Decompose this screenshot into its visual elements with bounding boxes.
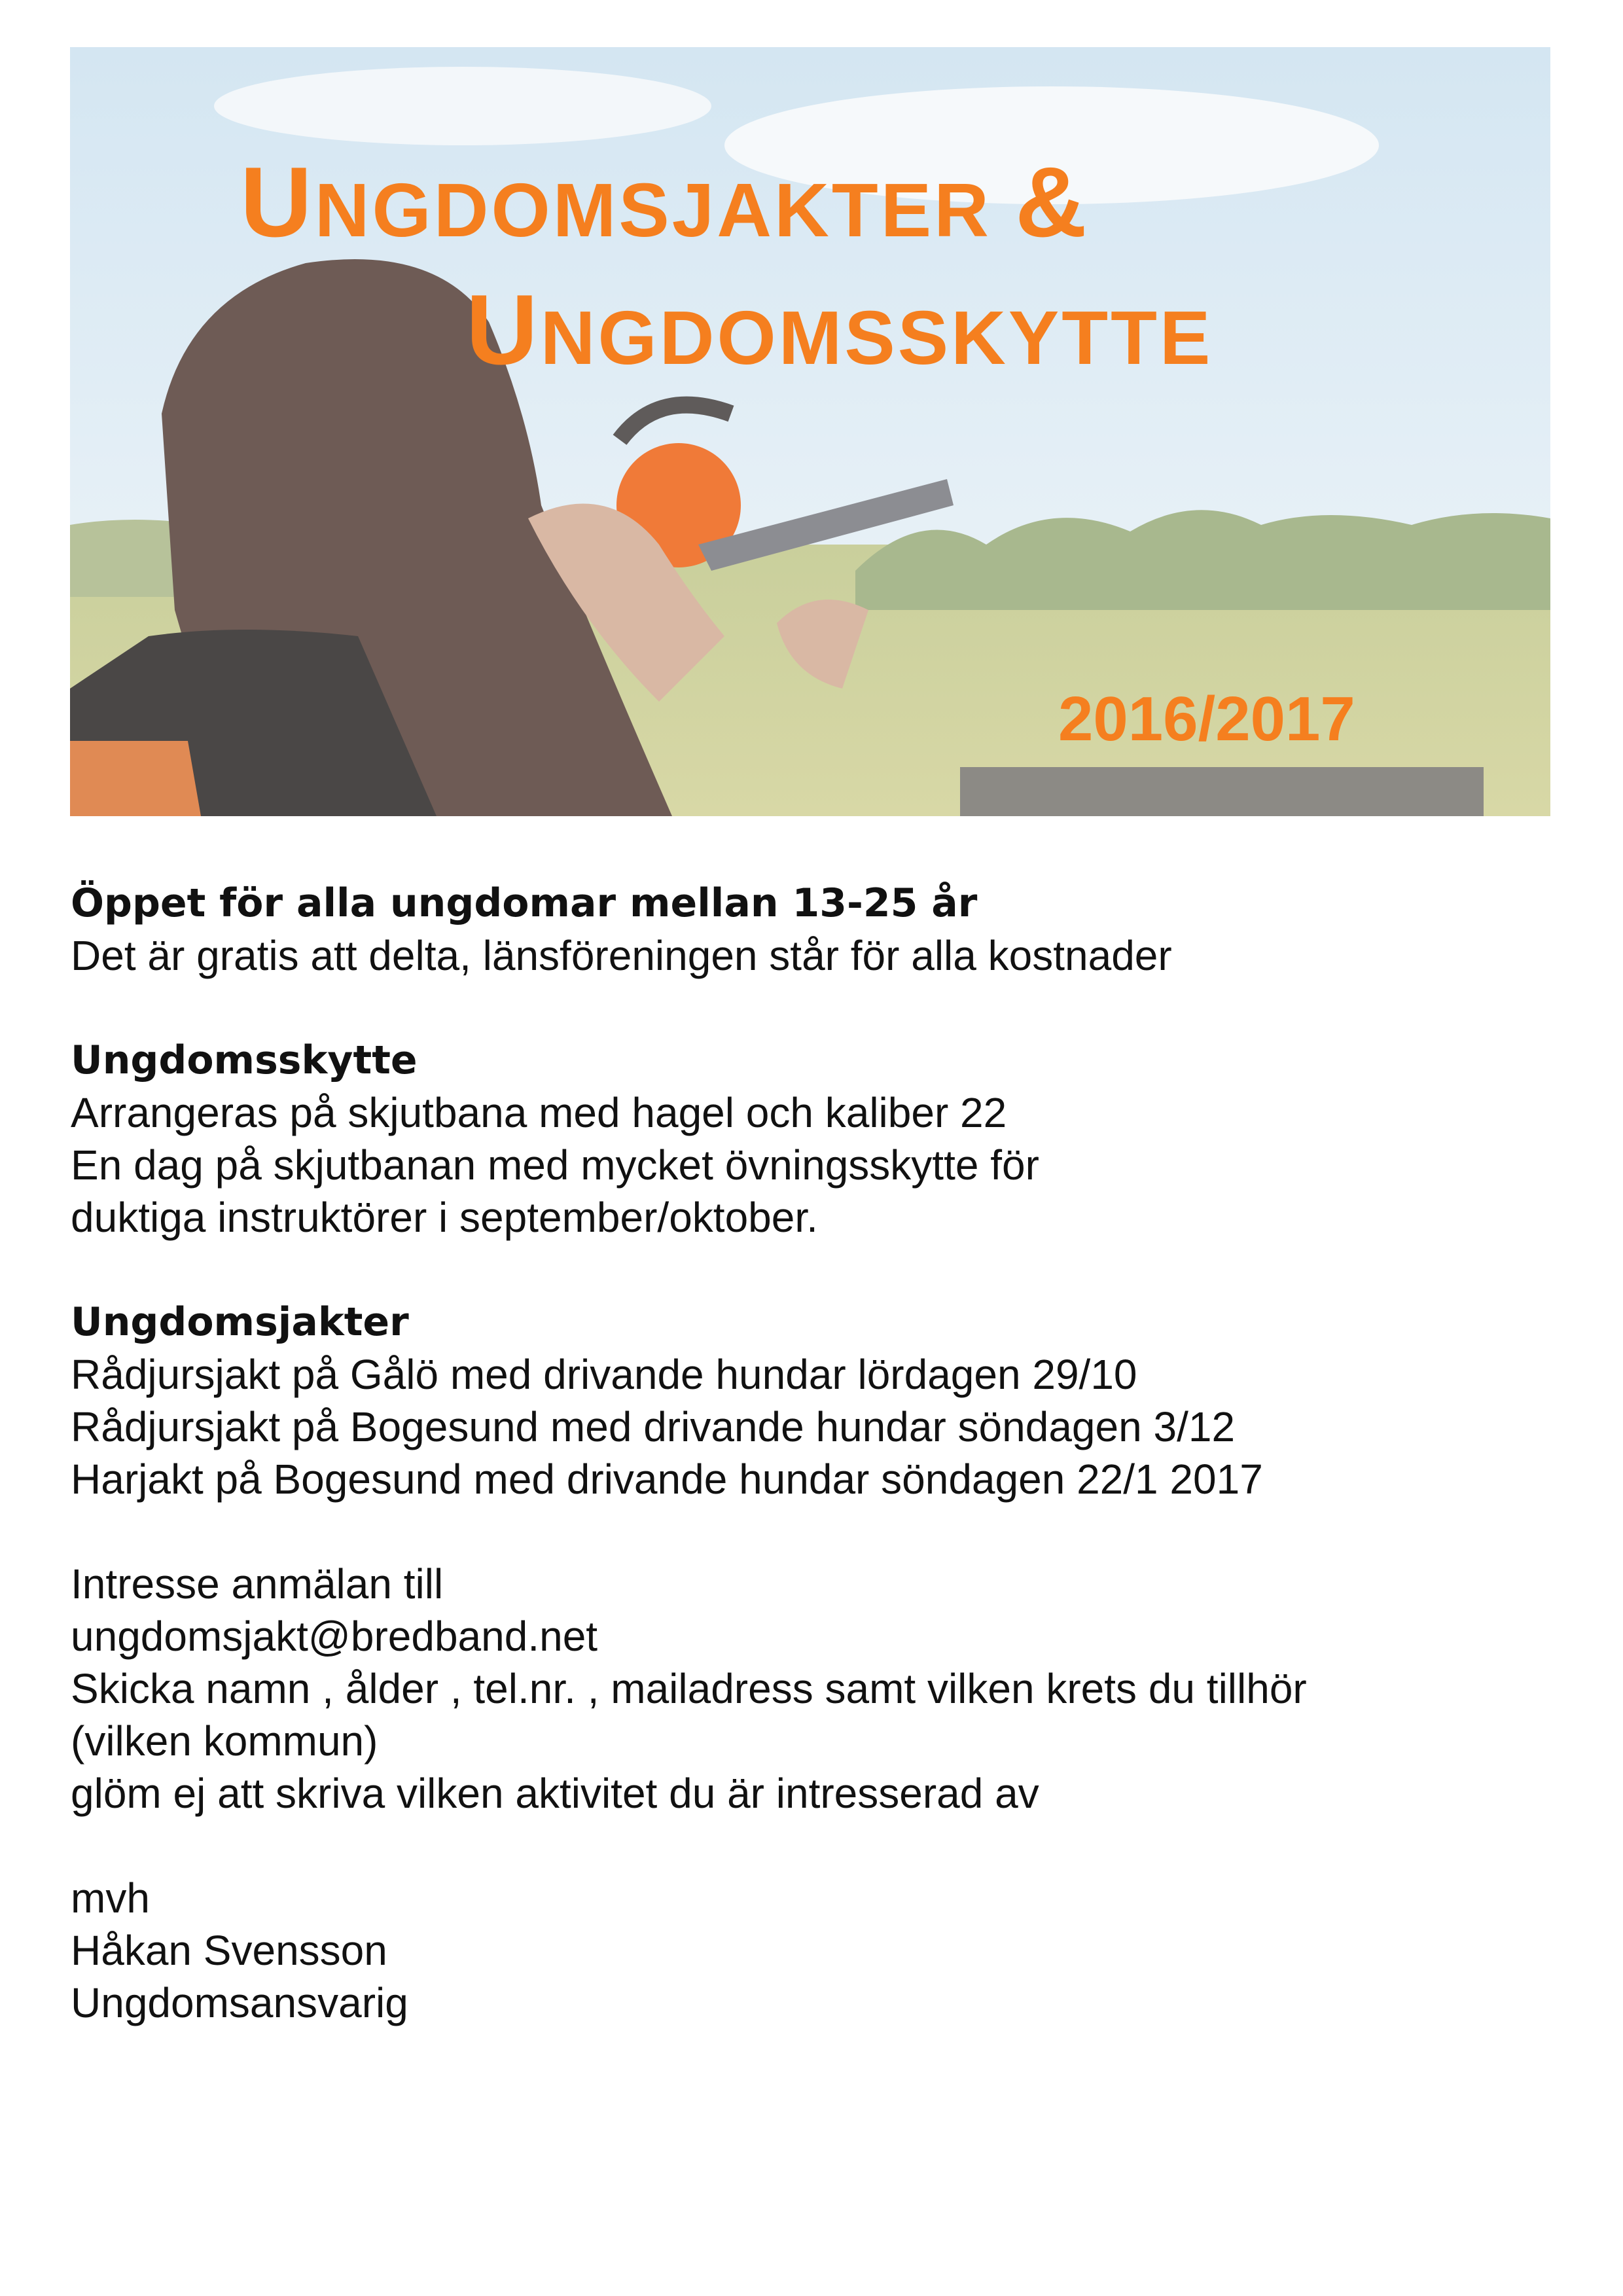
signature-name: Håkan Svensson	[71, 1927, 387, 1974]
hunt-line: Rådjursjakt på Gålö med drivande hundar lördagen 29/10	[71, 1351, 1137, 1398]
shooting-line: duktiga instruktörer i september/oktober.	[71, 1194, 818, 1241]
document-body	[71, 877, 1576, 2029]
intro-text: Det är gratis att delta, länsföreningen står för alla kostnader	[71, 932, 1172, 979]
signature-role: Ungdomsansvarig	[71, 1979, 408, 2026]
shooting-line: En dag på skjutbanan med mycket övningsskytte för	[71, 1141, 1039, 1189]
banner	[70, 47, 1550, 816]
intro-heading: Öppet för alla ungdomar mellan 13-25 år	[71, 880, 978, 926]
signup-line: (vilken kommun)	[71, 1717, 378, 1765]
banner-title-line1: UNGDOMSJAKTER &	[240, 147, 1090, 258]
banner-season: 2016/2017	[1058, 684, 1355, 754]
signup-line: Skicka namn , ålder , tel.nr. , mailadress samt vilken krets du tillhör	[71, 1665, 1307, 1712]
hunt-line: Rådjursjakt på Bogesund med drivande hundar söndagen 3/12	[71, 1403, 1236, 1450]
signup-line: Intresse anmälan till	[71, 1560, 444, 1607]
hunts-heading: Ungdomsjakter	[71, 1299, 409, 1345]
banner-title-line2: UNGDOMSSKYTTE	[466, 274, 1213, 386]
hunt-line: Harjakt på Bogesund med drivande hundar söndagen 22/1 2017	[71, 1456, 1263, 1503]
signup-email: ungdomsjakt@bredband.net	[71, 1613, 598, 1660]
shooting-line: Arrangeras på skjutbana med hagel och kaliber 22	[71, 1089, 1007, 1136]
signup-line: glöm ej att skriva vilken aktivitet du är intresserad av	[71, 1770, 1039, 1817]
shooting-heading: Ungdomsskytte	[71, 1037, 418, 1083]
signature-line: mvh	[71, 1874, 150, 1922]
